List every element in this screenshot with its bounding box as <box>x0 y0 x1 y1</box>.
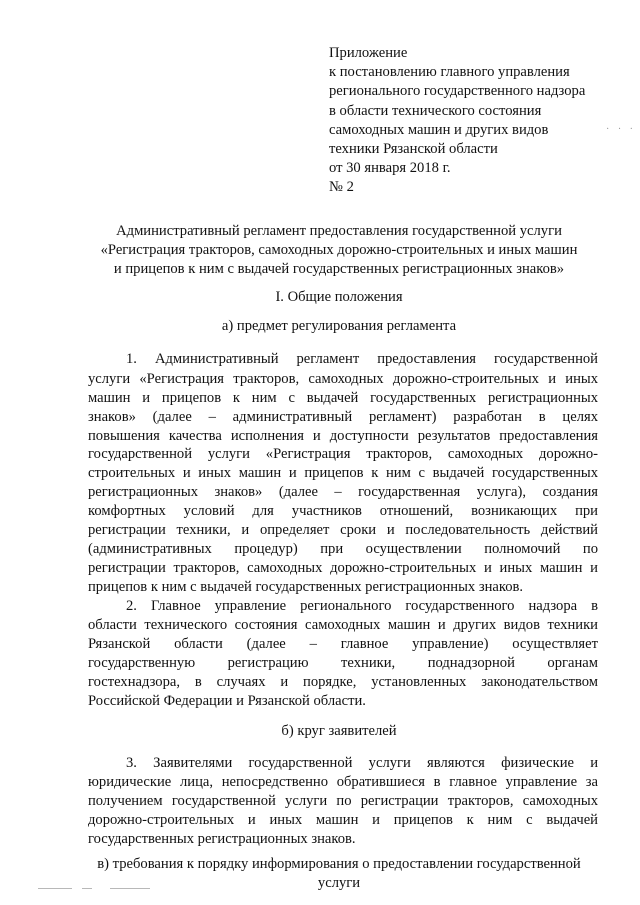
paragraph-line: строительных и иных машин и прицепов к ним с выдачей государственных <box>88 465 598 481</box>
appendix-line: техники Рязанской области <box>329 141 498 158</box>
document-title-line: «Регистрация тракторов, самоходных дорожно-строительных и иных машин <box>100 242 578 258</box>
paragraph-line: услуги «Регистрация тракторов, самоходных дорожно-строительных и иных <box>88 371 598 387</box>
paragraph-line: повышения качества исполнения и доступности результатов предоставления <box>88 428 598 444</box>
subsection-heading: б) круг заявителей <box>281 723 397 739</box>
appendix-block <box>329 44 629 198</box>
paragraph-line: прицепов к ним с выдачей государственных регистрационных знаков. <box>88 579 524 595</box>
paragraph-line: дорожно-строительных и иных машин и прицепов к ним с выдачей <box>88 812 598 828</box>
subsection-heading: в) требования к порядку информирования о предоставлении государственной <box>97 856 581 872</box>
appendix-line: самоходных машин и других видов <box>329 121 549 138</box>
scan-artifact <box>82 888 92 889</box>
paragraph-line: 2. Главное управление регионального государственного надзора в <box>126 598 598 614</box>
subsection-heading: а) предмет регулирования регламента <box>221 318 457 334</box>
paragraph-line: гостехнадзора, в случаях и порядке, установленных законодательством <box>88 674 598 690</box>
paragraph-line: государственной услуги «Регистрация тракторов, самоходных дорожно- <box>88 446 598 462</box>
scan-artifact <box>110 888 150 889</box>
paragraph-line: регистрационных знаков» (далее – государственная услуга), создания <box>88 484 598 500</box>
appendix-line: от 30 января 2018 г. <box>329 160 451 177</box>
section-heading: I. Общие положения <box>275 289 403 305</box>
paragraph-line: юридические лица, непосредственно обратившиеся в главное управление за <box>88 774 598 790</box>
paragraph-line: 3. Заявителями государственной услуги являются физические и <box>126 755 598 771</box>
paragraph-line: получением государственной услуги по регистрации тракторов, самоходных <box>88 793 598 809</box>
paragraph-line: государственную регистрацию техники, поднадзорной органам <box>88 655 598 671</box>
paragraph-line: области технического состояния самоходных машин и других видов техники <box>88 617 598 633</box>
appendix-line: в области технического состояния <box>329 102 542 119</box>
paragraph-line: комфортных условий для участников отношений, возникающих при <box>88 503 598 519</box>
appendix-line: № 2 <box>329 179 354 196</box>
document-title-line: Административный регламент предоставления государственной услуги <box>116 223 562 239</box>
paragraph-line: Рязанской области (далее – главное управление) осуществляет <box>88 636 598 652</box>
scan-artifact <box>38 888 72 889</box>
document-title-line: и прицепов к ним с выдачей государственных регистрационных знаков» <box>113 261 565 277</box>
appendix-line: к постановлению главного управления <box>329 64 570 81</box>
paragraph-line: знаков» (далее – административный регламент) разработан в целях <box>88 409 598 425</box>
paragraph-line: машин и прицепов к ним с выдачей государственных регистрационных <box>88 390 598 406</box>
paragraph-line: регистрации техники, и определяет сроки и последовательность действий <box>88 522 598 538</box>
paragraph-line: Российской Федерации и Рязанской области. <box>88 693 366 709</box>
paragraph-line: государственных регистрационных знаков. <box>88 831 356 847</box>
appendix-line: регионального государственного надзора <box>329 83 586 100</box>
appendix-line: Приложение <box>329 45 408 61</box>
scan-artifact: · · · <box>606 124 636 135</box>
paragraph-line: регистрации тракторов, самоходных дорожно-строительных и иных машин и <box>88 560 598 576</box>
paragraph-line: 1. Административный регламент предоставления государственной <box>126 351 598 367</box>
paragraph-line: (административных процедур) при осуществлении полномочий по <box>88 541 598 557</box>
subsection-heading: услуги <box>317 875 361 891</box>
